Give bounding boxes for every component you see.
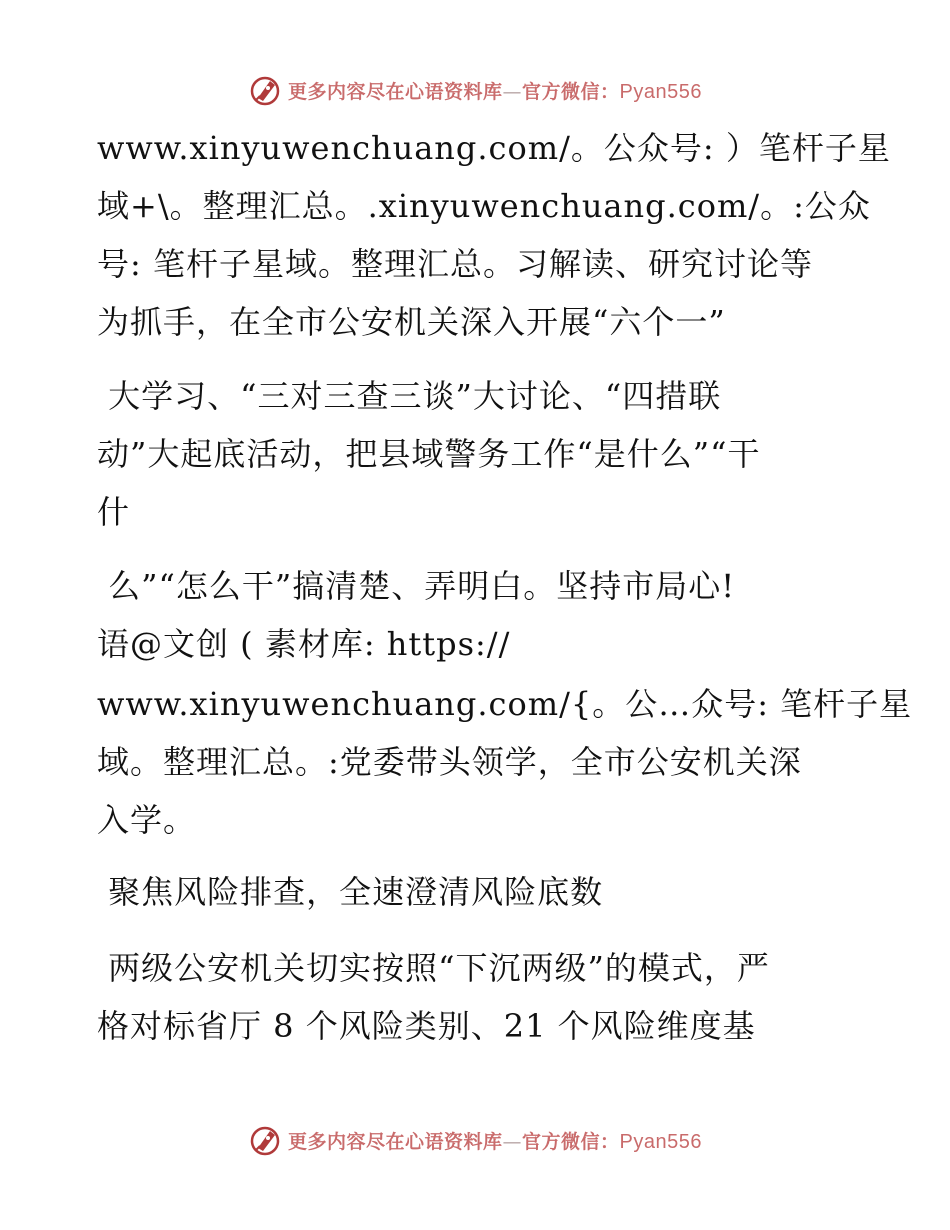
body-line: 域。整理汇总。:党委带头领学，全市公安机关深 — [97, 743, 802, 781]
body-line: 入学。 — [97, 801, 197, 839]
banner-brand: 更多内容尽在心语资料库 — [288, 1130, 503, 1153]
banner-separator: — — [502, 80, 523, 103]
body-line: www.xinyuwenchuang.com/。公众号: ）笔杆子星 — [97, 129, 891, 167]
banner-wechat-id: Pyan556 — [619, 1130, 702, 1153]
body-line: 大学习、“三对三查三谈”大讨论、“四措联 — [97, 377, 722, 415]
pen-nib-logo-icon — [248, 73, 282, 107]
banner-separator: — — [502, 1130, 523, 1153]
section-heading: 聚焦风险排查，全速澄清风险底数 — [97, 873, 604, 911]
body-line: www.xinyuwenchuang.com/{。公…众号: 笔杆子星 — [97, 685, 913, 723]
banner-text — [288, 1127, 702, 1154]
body-line: 么”“怎么干”搞清楚、弄明白。坚持市局心! — [97, 567, 736, 605]
banner-text — [288, 77, 702, 104]
body-line: 号: 笔杆子星域。整理汇总。习解读、研究讨论等 — [97, 245, 813, 283]
banner-brand: 更多内容尽在心语资料库 — [288, 80, 503, 103]
banner-wechat-label: 官方微信： — [522, 80, 620, 103]
body-line: 什 — [97, 493, 131, 531]
body-line: 语@文创 ( 素材库: https:// — [97, 625, 511, 663]
body-line: 域+\。整理汇总。.xinyuwenchuang.com/。:公众 — [97, 187, 871, 225]
footer-banner — [0, 1120, 950, 1160]
body-line: 格对标省厅 8 个风险类别、21 个风险维度基 — [97, 1007, 756, 1045]
body-line: 动”大起底活动，把县域警务工作“是什么”“干 — [97, 435, 761, 473]
body-line: 两级公安机关切实按照“下沉两级”的模式，严 — [97, 949, 770, 987]
banner-wechat-id: Pyan556 — [619, 80, 702, 103]
header-banner — [0, 70, 950, 110]
body-line: 为抓手，在全市公安机关深入开展“六个一” — [97, 303, 726, 341]
banner-wechat-label: 官方微信： — [522, 1130, 620, 1153]
pen-nib-logo-icon — [248, 1123, 282, 1157]
